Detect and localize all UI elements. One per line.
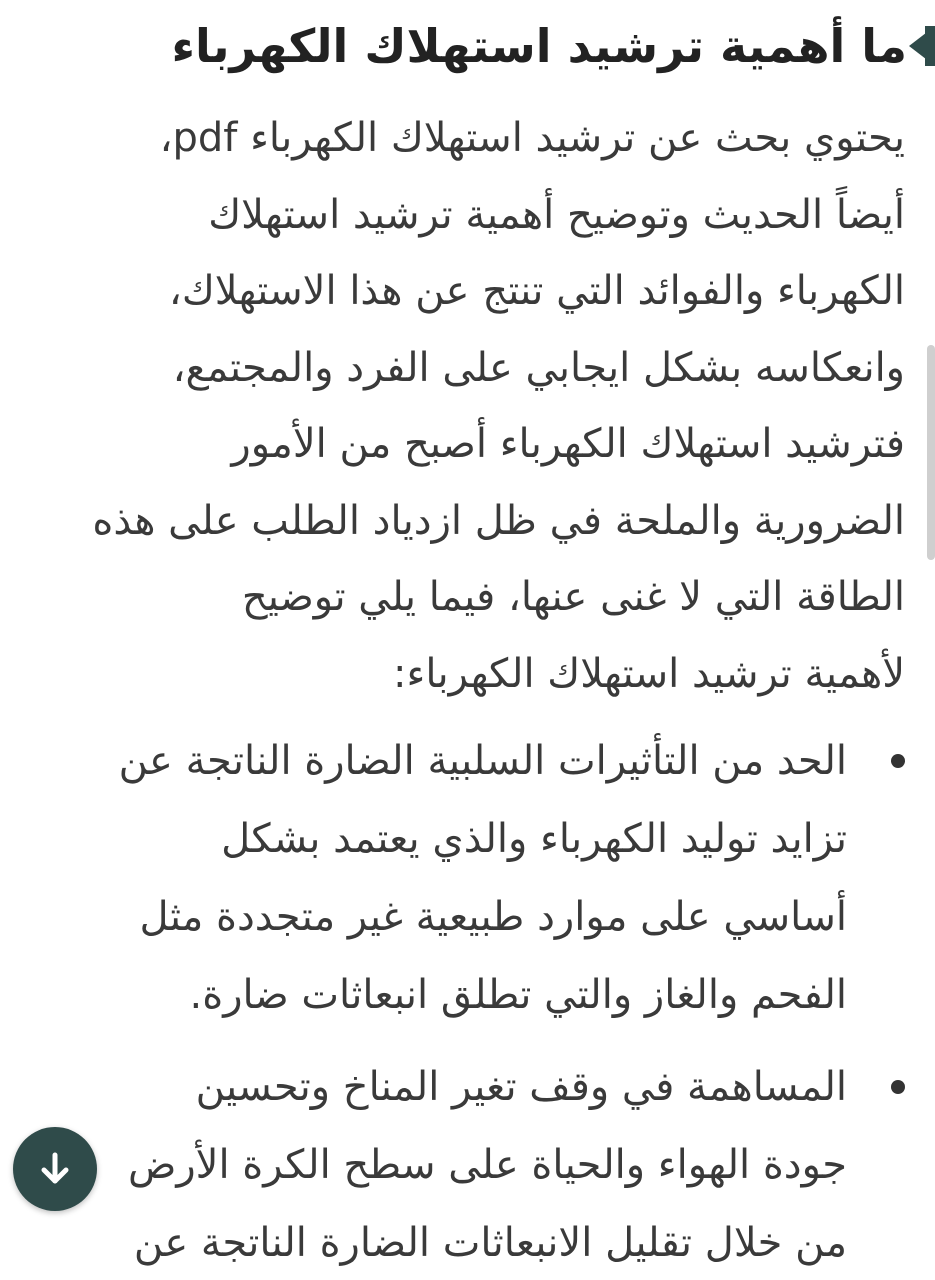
list-item-line: من خلال تقليل الانبعاثات الضارة الناتجة عن <box>133 1220 847 1266</box>
list-item-line: الفحم والغاز والتي تطلق انبعاثات ضارة. <box>189 972 847 1018</box>
paragraph-line: الكهرباء والفوائد التي تنتج عن هذا الاستهلاك، <box>168 268 905 314</box>
section-heading-row <box>0 0 935 92</box>
list-item-line: المساهمة في وقف تغير المناخ وتحسين <box>195 1064 847 1110</box>
heading-marker-icon <box>909 26 935 66</box>
list-item-line: تزايد توليد الكهرباء والذي يعتمد بشكل <box>221 816 847 862</box>
section-heading: ما أهمية ترشيد استهلاك الكهرباء <box>171 19 907 73</box>
scroll-down-button[interactable] <box>13 1127 97 1211</box>
list-item-line: أساسي على موارد طبيعية غير متجددة مثل <box>139 894 847 940</box>
paragraph-line: الطاقة التي لا غنى عنها، فيما يلي توضيح <box>241 574 905 620</box>
list-item-line: الحد من التأثيرات السلبية الضارة الناتجة عن <box>118 738 847 784</box>
bullet-dot-icon <box>891 1080 905 1094</box>
bullet-list <box>47 722 847 1280</box>
paragraph-line: فترشيد استهلاك الكهرباء أصبح من الأمور <box>231 421 905 467</box>
scrollbar-thumb[interactable] <box>927 345 935 560</box>
bullet-dot-icon <box>891 754 905 768</box>
list-item-line: جودة الهواء والحياة على سطح الكرة الأرض <box>127 1142 847 1188</box>
arrow-down-icon <box>33 1147 77 1191</box>
list-item <box>47 1048 847 1280</box>
paragraph-line: الضرورية والملحة في ظل ازدياد الطلب على هذه <box>92 497 905 544</box>
list-item <box>47 722 847 1034</box>
paragraph-line: أيضاً الحديث وتوضيح أهمية ترشيد استهلاك <box>208 191 905 238</box>
intro-paragraph <box>25 100 905 712</box>
paragraph-line: وانعكاسه بشكل ايجابي على الفرد والمجتمع، <box>172 344 905 391</box>
paragraph-line: يحتوي بحث عن ترشيد استهلاك الكهرباء pdf، <box>159 115 905 161</box>
paragraph-line: لأهمية ترشيد استهلاك الكهرباء: <box>393 650 905 697</box>
